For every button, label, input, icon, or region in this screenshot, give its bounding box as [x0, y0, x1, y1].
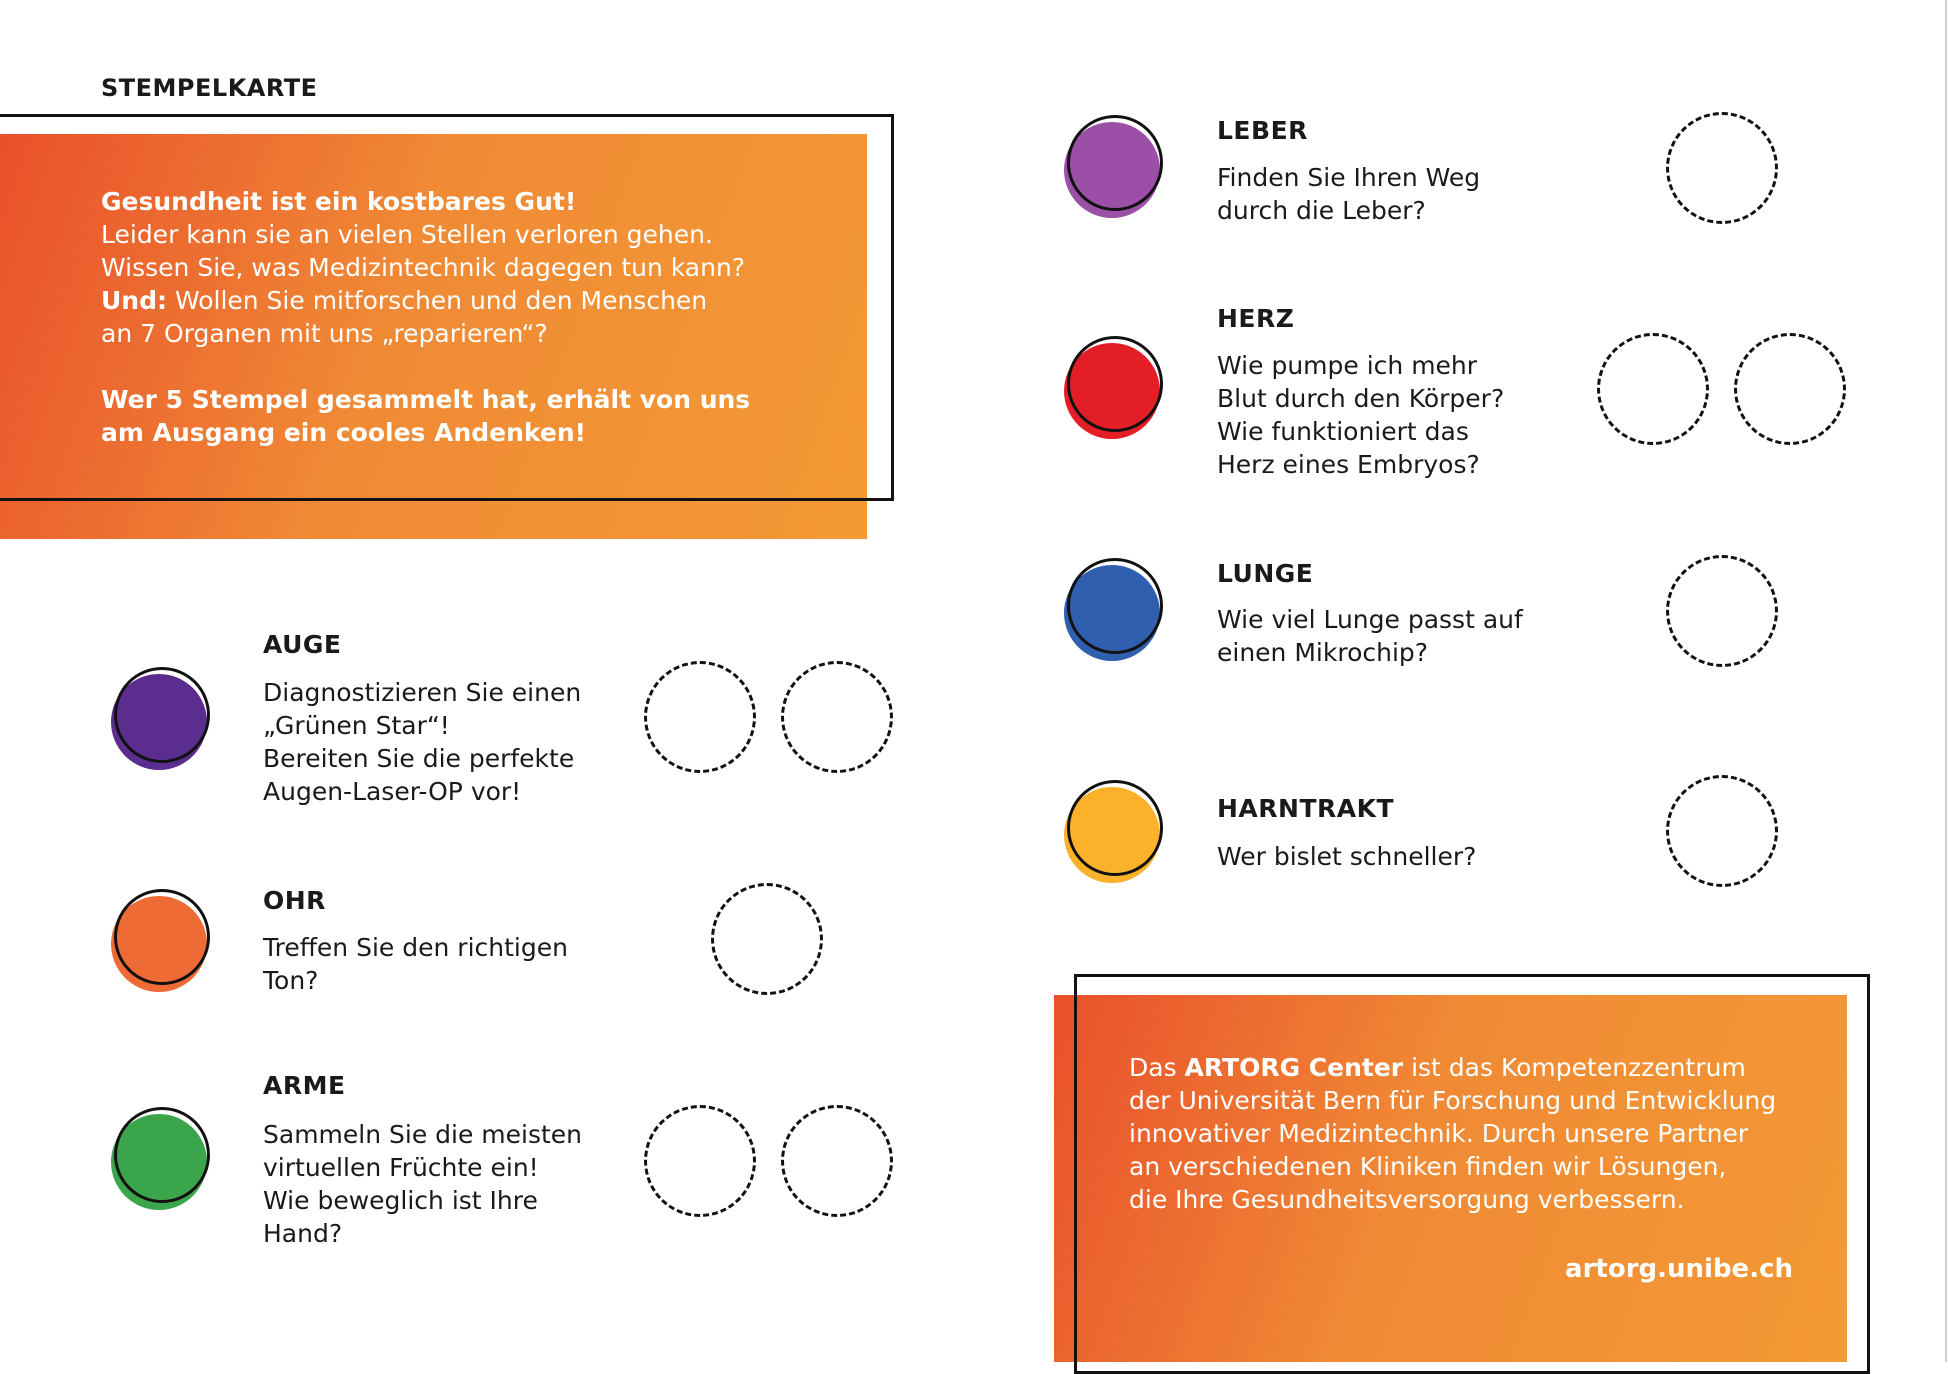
leber-ring [1067, 115, 1163, 211]
auge-stamp-slot-2[interactable] [781, 661, 893, 773]
auge-ring [114, 667, 210, 763]
auge-line: Diagnostizieren Sie einen [263, 678, 582, 707]
artorg-name: ARTORG Center [1184, 1053, 1404, 1082]
lunge-line: einen Mikrochip? [1217, 638, 1429, 667]
reward-line: Wer 5 Stempel gesammelt hat, erhält von uns [101, 385, 751, 414]
auge-line: Augen-Laser-OP vor! [263, 777, 522, 806]
intro-text [101, 185, 841, 449]
reward-line: am Ausgang ein cooles Andenken! [101, 418, 587, 447]
arme-stamp-slot-2[interactable] [781, 1105, 893, 1217]
info-text-post: ist das Kompetenzzentrum [1403, 1053, 1746, 1082]
arme-description [263, 1118, 582, 1250]
page-edge-line [1945, 0, 1947, 1362]
harntrakt-line: Wer bislet schneller? [1217, 842, 1477, 871]
ohr-line: Ton? [263, 966, 319, 995]
info-line: der Universität Bern für Forschung und Entwicklung [1129, 1086, 1777, 1115]
harntrakt-title: HARNTRAKT [1217, 794, 1395, 823]
arme-line: Hand? [263, 1219, 343, 1248]
info-line: an verschiedenen Kliniken finden wir Lösungen, [1129, 1152, 1727, 1181]
info-line: innovativer Medizintechnik. Durch unsere Partner [1129, 1119, 1749, 1148]
arme-line: virtuellen Früchte ein! [263, 1153, 539, 1182]
intro-line: Leider kann sie an vielen Stellen verloren gehen. [101, 220, 713, 249]
leber-title: LEBER [1217, 116, 1308, 145]
arme-title: ARME [263, 1071, 346, 1100]
lunge-stamp-slot-1[interactable] [1666, 555, 1778, 667]
ohr-description [263, 931, 568, 997]
lunge-description [1217, 603, 1523, 669]
harntrakt-description [1217, 840, 1476, 873]
intro-und: Und: [101, 286, 167, 315]
ohr-title: OHR [263, 886, 326, 915]
info-line: die Ihre Gesundheitsversorgung verbessern. [1129, 1185, 1685, 1214]
auge-line: Bereiten Sie die perfekte [263, 744, 575, 773]
herz-description [1217, 349, 1504, 481]
lunge-title: LUNGE [1217, 559, 1314, 588]
leber-stamp-slot-1[interactable] [1666, 112, 1778, 224]
leber-line: Finden Sie Ihren Weg [1217, 163, 1481, 192]
arme-line: Wie beweglich ist Ihre [263, 1186, 538, 1215]
harntrakt-stamp-slot-1[interactable] [1666, 775, 1778, 887]
auge-stamp-slot-1[interactable] [644, 661, 756, 773]
arme-ring [114, 1107, 210, 1203]
herz-ring [1067, 336, 1163, 432]
leber-line: durch die Leber? [1217, 196, 1426, 225]
herz-title: HERZ [1217, 304, 1295, 333]
intro-heading: Gesundheit ist ein kostbares Gut! [101, 187, 577, 216]
info-text-pre: Das [1129, 1053, 1185, 1082]
lunge-ring [1067, 558, 1163, 654]
harntrakt-ring [1067, 780, 1163, 876]
lunge-line: Wie viel Lunge passt auf [1217, 605, 1523, 634]
herz-line: Herz eines Embryos? [1217, 450, 1480, 479]
auge-line: „Grünen Star“! [263, 711, 450, 740]
website-link[interactable]: artorg.unibe.ch [1565, 1254, 1793, 1284]
herz-stamp-slot-2[interactable] [1734, 333, 1846, 445]
ohr-ring [114, 889, 210, 985]
herz-stamp-slot-1[interactable] [1597, 333, 1709, 445]
herz-line: Wie pumpe ich mehr [1217, 351, 1478, 380]
ohr-stamp-slot-1[interactable] [711, 883, 823, 995]
auge-description [263, 676, 581, 808]
intro-line: Wollen Sie mitforschen und den Menschen [167, 286, 708, 315]
herz-line: Wie funktioniert das [1217, 417, 1469, 446]
info-text [1129, 1051, 1829, 1216]
leber-description [1217, 161, 1480, 227]
arme-stamp-slot-1[interactable] [644, 1105, 756, 1217]
intro-line: an 7 Organen mit uns „reparieren“? [101, 319, 548, 348]
intro-line: Wissen Sie, was Medizintechnik dagegen tun kann? [101, 253, 746, 282]
ohr-line: Treffen Sie den richtigen [263, 933, 568, 962]
herz-line: Blut durch den Körper? [1217, 384, 1505, 413]
page-title: STEMPELKARTE [101, 74, 318, 102]
arme-line: Sammeln Sie die meisten [263, 1120, 583, 1149]
auge-title: AUGE [263, 630, 342, 659]
